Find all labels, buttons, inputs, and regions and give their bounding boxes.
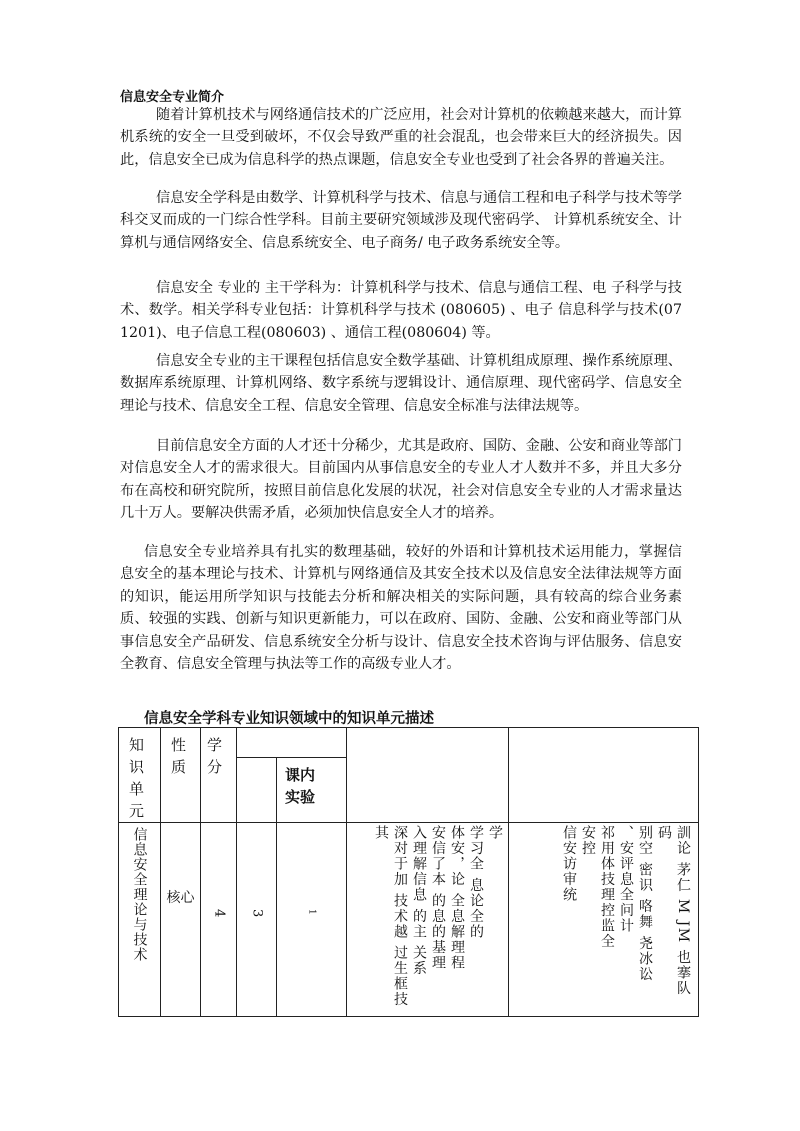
cell-lab-wrap <box>277 823 346 916</box>
cell-credits-text: 4 <box>211 909 227 919</box>
cell-description-wrap <box>347 823 508 1011</box>
paragraph-courses: 信息安全专业的主干课程包括信息安全数学基础、计算机组成原理、操作系统原理、数据库系统原理、计算机网络、数字系统与逻辑设计、通信原理、现代密码学、信息安全理论与技术、信息安全工程、信息安全管理、信息安全标准与法律法规等。 <box>120 353 682 414</box>
paragraph-discipline: 信息安全学科是由数学、计算机科学与技术、信息与通信工程和电子科学与技术等学科交叉而成的一门综合性学科。目前主要研究领域涉及现代密码学、 计算机系统安全、计算机与通信网络安全、信息系统安全、电子商务/ 电子政务系统安全等。 <box>120 190 682 251</box>
table-row <box>119 823 699 1017</box>
cell-unit <box>119 823 161 1017</box>
header-nature <box>161 728 201 823</box>
paragraph-training-goal: 信息安全专业培养具有扎实的数理基础，较好的外语和计算机技术运用能力，掌握信息安全的基本理论与技术、计算机与网络通信及其安全技术以及信息安全法律法规等方面的知识，能运用所学知识与技能去分析和解决相关的实际问题，具有较高的综合业务素质、较强的实践、创新与知识更新能力，可以在政府、国防、金融、公安和商业等部门从事信息安全产品研发、信息系统安全分析与设计、信息安全技术咨询与评估服务、信息安全教育、信息安全管理与执法等工作的高级专业人才。 <box>120 544 682 673</box>
desc-col-3: 体安，论 全息解理程 <box>449 825 465 971</box>
cell-content-text <box>559 825 692 1011</box>
doc-title: 信息安全专业简介 <box>120 90 225 105</box>
knowledge-unit-table <box>118 727 699 1017</box>
header-lab-label: 课内实验 <box>285 766 316 807</box>
header-lab <box>277 758 347 823</box>
cell-credits-wrap <box>201 823 236 918</box>
table-header-row-1 <box>119 728 699 758</box>
cell-hours-text: 3 <box>249 909 265 919</box>
content-col-3: 、安评息全问计 <box>618 825 634 934</box>
cell-nature-text: 核心 <box>166 890 195 906</box>
header-unit-label: 知识单元 <box>129 736 145 820</box>
content-col-1: 訓论 茅仁 M JM 也搴队 码 <box>656 825 691 997</box>
paragraph-talent-demand: 目前信息安全方面的人才还十分稀少，尤其是政府、国防、金融、公安和商业等部门对信息安全人才的需求很大。目前国内从事信息安全的专业人才人数并不多，并且大多分布在高校和研究院所，按照目前信息化发展的状况，社会对信息安全专业的人才需求量达几十万人。要解决供需矛盾，必须加快信息安全人才的培养。 <box>120 438 682 522</box>
paragraph-intro: 随着计算机技术与网络通信技术的广泛应用，社会对计算机的依赖越来越大，而计算机系统的安全一旦受到破坏，不仅会导致严重的社会混乱，也会带来巨大的经济损失。因此，信息安全已成为信息科学的热点课题，信息安全专业也受到了社会各界的普遍关注。 <box>120 107 682 168</box>
content-col-2: 别空 密识 咯舞 尧冰讼 <box>637 825 653 983</box>
desc-col-1: 学 <box>487 825 503 841</box>
cell-hours-wrap <box>237 823 276 918</box>
desc-col-6: 深对于加 技术越 过生框技其 <box>373 825 408 1008</box>
header-unit <box>119 728 161 823</box>
header-credits <box>201 728 237 823</box>
cell-nature <box>161 823 201 1017</box>
header-credits-label: 学分 <box>207 736 223 776</box>
cell-lab-text: 1 <box>306 909 317 916</box>
paragraph-main-subjects: 信息安全 专业的 主干学科为：计算机科学与技术、信息与通信工程、电 子科学与技术、数学。相关学科专业包括：计算机科学与技术 (080605) 、电子 信息科学与技术(071201)、电子信息工程(080603) 、通信工程(080604) 等。 <box>120 280 682 341</box>
content-col-5: 安控 <box>580 825 596 856</box>
cell-description <box>347 823 509 1017</box>
cell-lab <box>277 823 347 1017</box>
cell-credits <box>201 823 237 1017</box>
table-title: 信息安全学科专业知识领域中的知识单元描述 <box>144 710 434 727</box>
cell-unit-text: 信息安全理论与技术 <box>131 827 148 962</box>
cell-content-wrap <box>509 823 698 1011</box>
content-col-4: 祁用体技理控监全 <box>599 825 615 949</box>
cell-unit-wrap <box>119 823 160 962</box>
desc-col-5: 入理解信息 的主 关系 <box>411 825 427 977</box>
cell-hours <box>237 823 277 1017</box>
cell-content <box>509 823 699 1017</box>
header-description <box>347 728 509 823</box>
header-hours <box>237 758 277 823</box>
content-col-6: 信安访审统 <box>561 825 577 903</box>
cell-description-text <box>371 825 504 1011</box>
header-hours-group <box>237 728 347 758</box>
header-content <box>509 728 699 823</box>
desc-col-4: 安信了本 的息的基理 <box>430 825 446 971</box>
header-nature-label: 性质 <box>171 736 187 776</box>
desc-col-2: 学习全 息论全的 <box>468 825 484 940</box>
